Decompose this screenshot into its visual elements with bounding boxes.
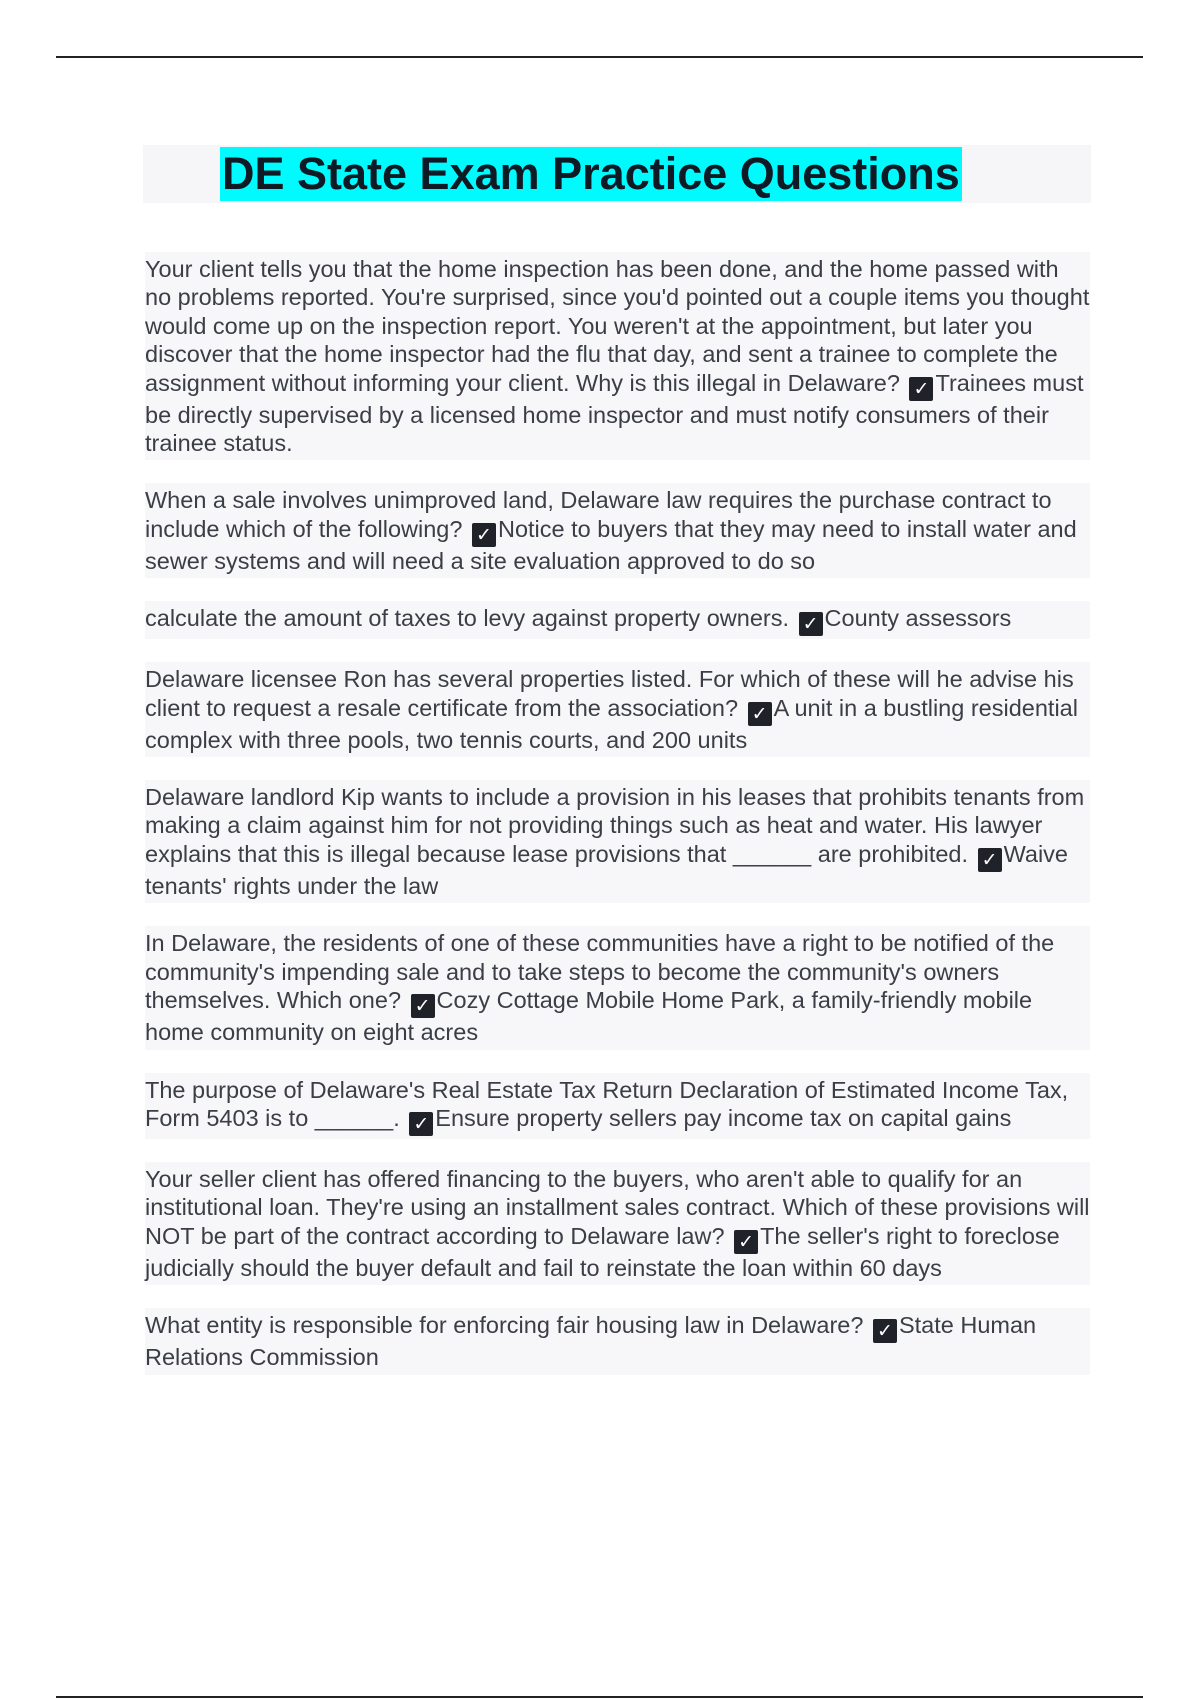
bottom-rule (56, 1696, 1143, 1698)
qa-item (145, 1308, 1090, 1374)
question-text: Delaware landlord Kip wants to include a provision in his leases that prohibits tenants from making a claim against him for not providing things such as heat and water. His lawyer explains that this is illegal because lease provisions that ______ are prohibited. (145, 784, 1085, 867)
answer-text: Waive tenants' rights under the law (145, 840, 1068, 899)
question-text: The purpose of Delaware's Real Estate Tax Return Declaration of Estimated Income Tax, Form 5403 is to ______. (145, 1076, 1069, 1131)
qa-item (145, 483, 1090, 578)
qa-item (145, 1073, 1090, 1139)
checkmark-icon: ✓ (734, 1230, 758, 1254)
qa-item (145, 926, 1090, 1049)
page-title: DE State Exam Practice Questions (222, 148, 960, 199)
answer-text: Trainees must be directly supervised by a licensed home inspector and must notify consumers of their trainee status. (145, 369, 1084, 457)
qa-item (145, 1162, 1090, 1285)
question-text: When a sale involves unimproved land, Delaware law requires the purchase contract to include which of the following? (145, 487, 1052, 542)
answer-text: Ensure property sellers pay income tax on capital gains (435, 1104, 1012, 1131)
top-rule (56, 56, 1143, 58)
checkmark-icon: ✓ (978, 848, 1002, 872)
checkmark-icon: ✓ (409, 1112, 433, 1136)
answer-text: Cozy Cottage Mobile Home Park, a family-friendly mobile home community on eight acres (145, 987, 1033, 1046)
checkmark-icon: ✓ (909, 377, 933, 401)
answer-text: County assessors (824, 605, 1012, 632)
question-text: What entity is responsible for enforcing fair housing law in Delaware? (145, 1312, 864, 1339)
qa-list (145, 252, 1090, 1398)
qa-item (145, 780, 1090, 903)
question-text: Your client tells you that the home inspection has been done, and the home passed with no problems reported. You're surprised, since you'd pointed out a couple items you thought would come up on the inspection report. You weren't at the appointment, but later you discover that the home inspector had the flu that day, and sent a trainee to complete the assignment without informing your client. Why is this illegal in Delaware? (145, 256, 1090, 396)
answer-text: Notice to buyers that they may need to install water and sewer systems and will need a site evaluation approved to do so (145, 515, 1077, 574)
answer-text: A unit in a bustling residential complex with three pools, two tennis courts, and 200 units (145, 694, 1078, 753)
checkmark-icon: ✓ (472, 523, 496, 547)
checkmark-icon: ✓ (873, 1319, 897, 1343)
question-text: Your seller client has offered financing to the buyers, who aren't able to qualify for an institutional loan. They're using an installment sales contract. Which of these provisions will NOT be part of the contract according to Delaware law? (145, 1165, 1090, 1249)
qa-item (145, 601, 1090, 639)
qa-item (145, 252, 1090, 460)
question-text: Delaware licensee Ron has several properties listed. For which of these will he advise his client to request a resale certificate from the association? (145, 666, 1074, 721)
checkmark-icon: ✓ (411, 994, 435, 1018)
qa-item (145, 662, 1090, 757)
checkmark-icon: ✓ (748, 702, 772, 726)
checkmark-icon: ✓ (799, 612, 823, 636)
question-text: In Delaware, the residents of one of these communities have a right to be notified of the community's impending sale and to take steps to become the community's owners themselves. Which one? (145, 930, 1055, 1014)
question-text: calculate the amount of taxes to levy against property owners. (145, 605, 789, 632)
answer-text: State Human Relations Commission (145, 1312, 1037, 1371)
answer-text: The seller's right to foreclose judicially should the buyer default and fail to reinstate the loan within 60 days (145, 1222, 1060, 1281)
